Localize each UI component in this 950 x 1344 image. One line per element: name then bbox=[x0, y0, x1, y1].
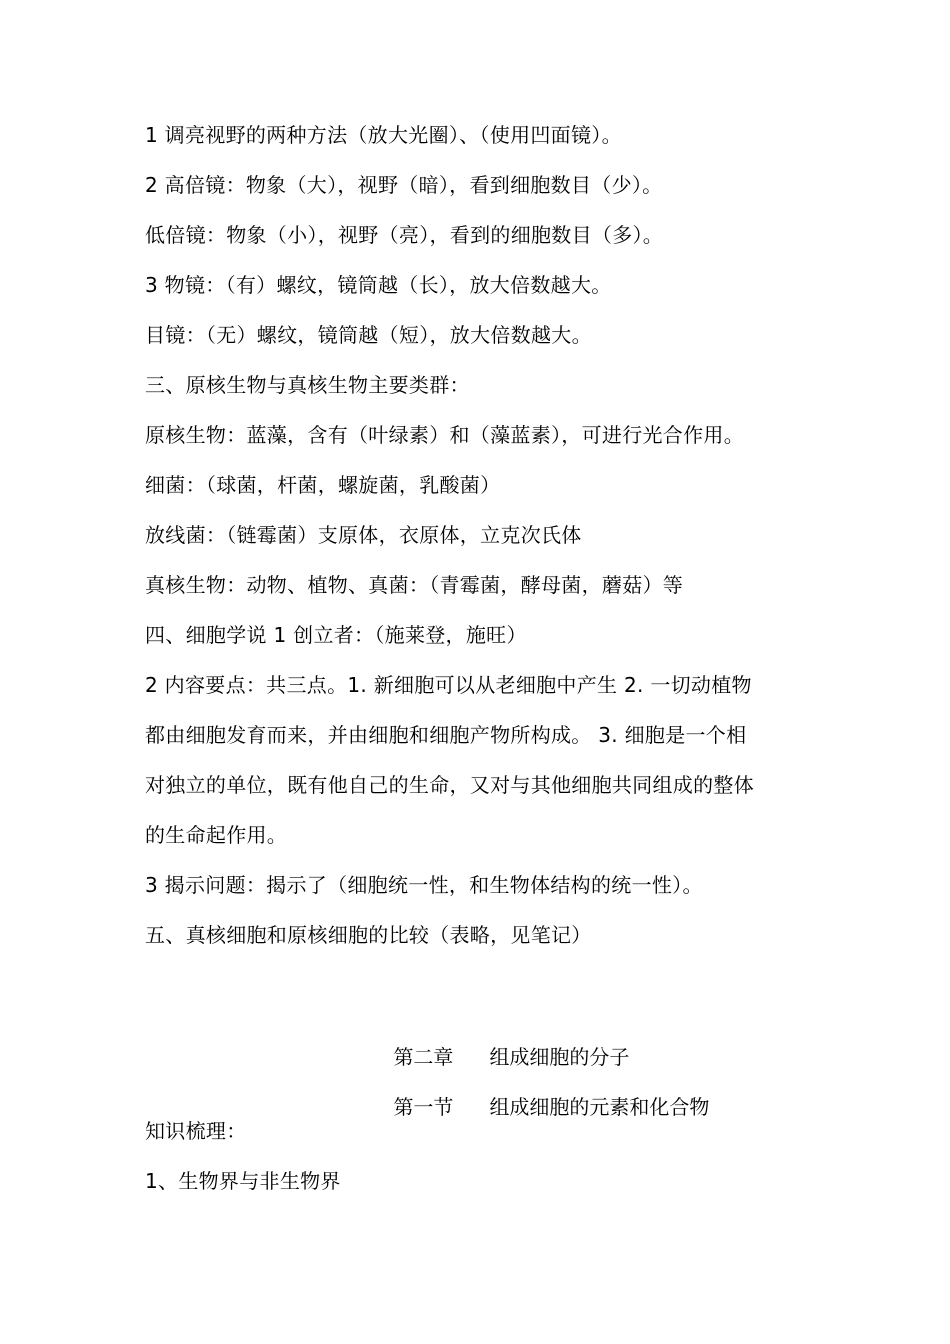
text-line-4: 3 物镜：（有）螺纹，镜筒越（长），放大倍数越大。 bbox=[145, 273, 612, 297]
section-heading-five: 五、真核细胞和原核细胞的比较（表略，见笔记） bbox=[145, 923, 592, 947]
text-line-3: 低倍镜：物象（小），视野（亮），看到的细胞数目（多）。 bbox=[145, 223, 664, 247]
text-line-7: 原核生物：蓝藻，含有（叶绿素）和（藻蓝素），可进行光合作用。 bbox=[145, 423, 744, 447]
section-heading-three: 三、原核生物与真核生物主要类群： bbox=[145, 373, 470, 397]
chapter-number: 第二章 bbox=[393, 1045, 454, 1069]
text-line-16: 3 揭示问题：揭示了（细胞统一性，和生物体结构的统一性）。 bbox=[145, 873, 703, 897]
text-line-9: 放线菌：（链霉菌）支原体，衣原体，立克次氏体 bbox=[145, 523, 582, 547]
section-heading bbox=[368, 1068, 709, 1146]
text-line-12: 2 内容要点：共三点。1. 新细胞可以从老细胞中产生 2. 一切动植物 bbox=[145, 673, 752, 697]
section-title: 组成细胞的元素和化合物 bbox=[489, 1095, 710, 1119]
text-line-8: 细菌：（球菌，杆菌，螺旋菌，乳酸菌） bbox=[145, 473, 501, 497]
text-line-5: 目镜：（无）螺纹，镜筒越（短），放大倍数越大。 bbox=[145, 323, 592, 347]
text-line-2: 2 高倍镜：物象（大），视野（暗），看到细胞数目（少）。 bbox=[145, 173, 663, 197]
section-number: 第一节 bbox=[393, 1095, 454, 1119]
text-line-10: 真核生物：动物、植物、真菌：（青霉菌，酵母菌，蘑菇）等 bbox=[145, 573, 684, 597]
knowledge-heading: 知识梳理： bbox=[145, 1119, 247, 1143]
text-line-14: 对独立的单位，既有他自己的生命，又对与其他细胞共同组成的整体 bbox=[145, 773, 754, 797]
text-line-13: 都由细胞发育而来，并由细胞和细胞产物所构成。 3. 细胞是一个相 bbox=[145, 723, 747, 747]
chapter-title: 组成细胞的分子 bbox=[489, 1045, 630, 1069]
text-line-1: 1 调亮视野的两种方法（放大光圈）、（使用凹面镜）。 bbox=[145, 123, 622, 147]
item-heading-1: 1、生物界与非生物界 bbox=[145, 1169, 341, 1193]
text-line-15: 的生命起作用。 bbox=[145, 823, 288, 847]
section-heading-four: 四、细胞学说 1 创立者：（施莱登，施旺） bbox=[145, 623, 527, 647]
